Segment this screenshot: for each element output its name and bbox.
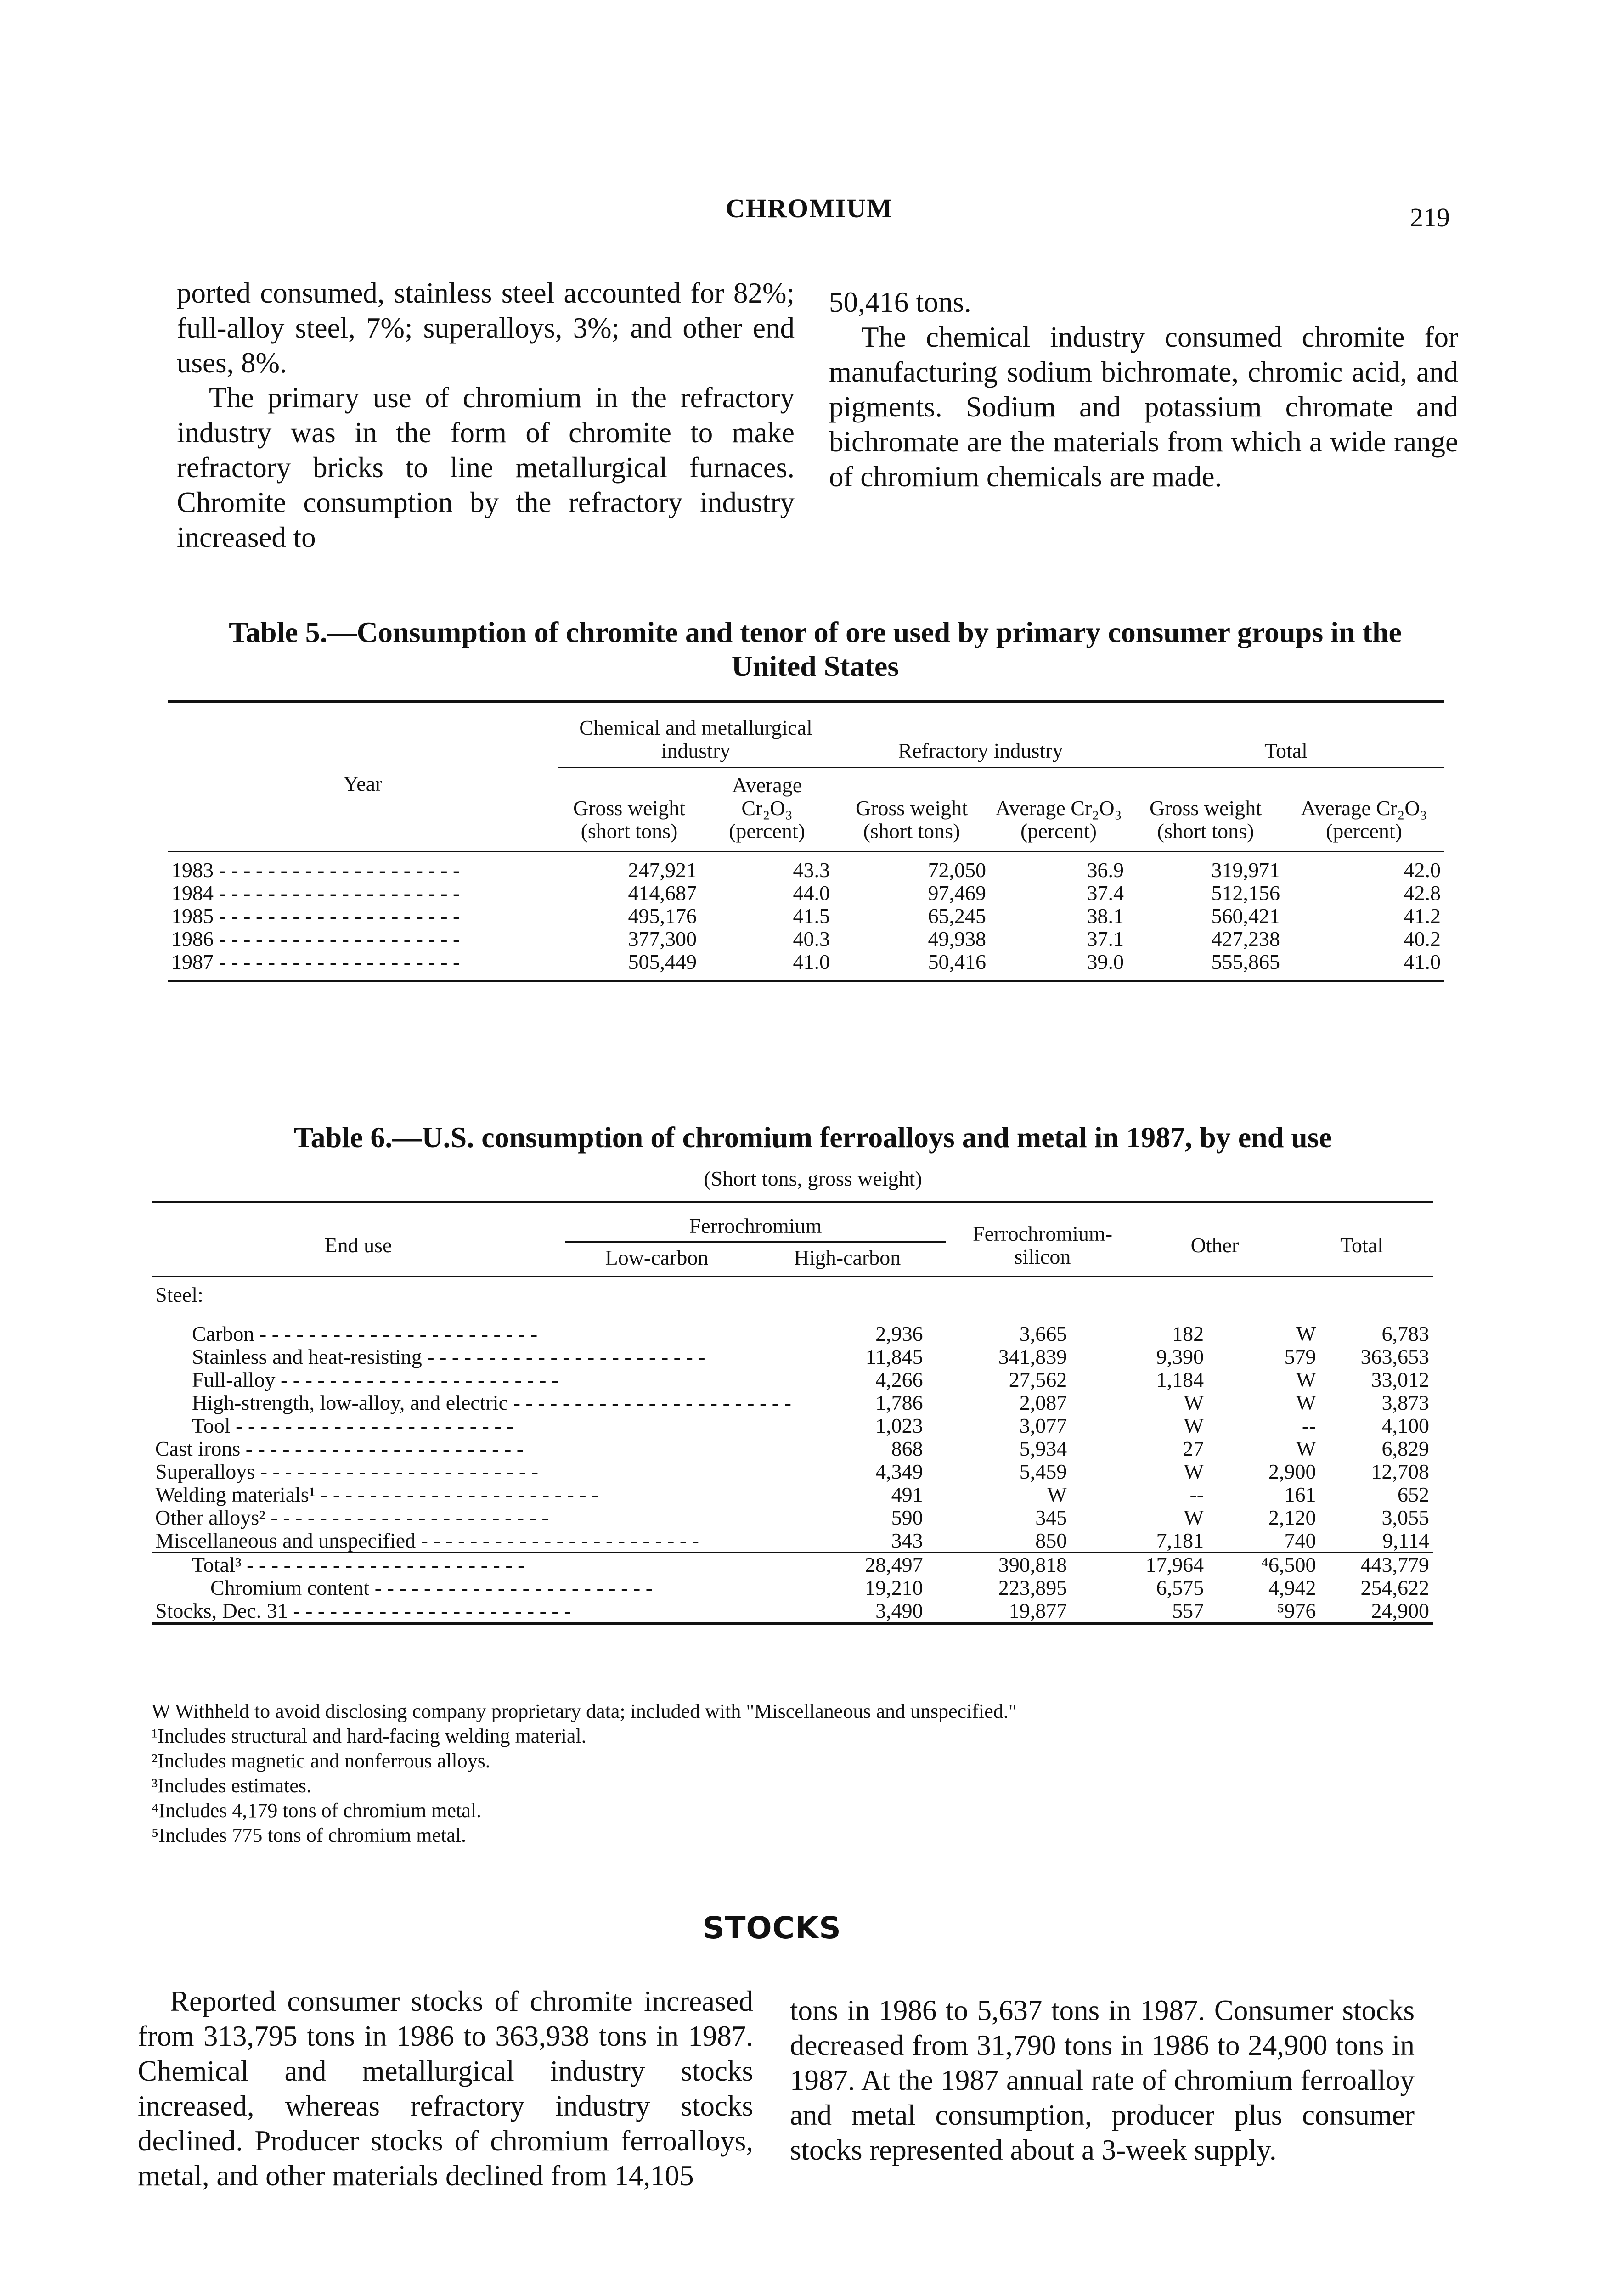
table6-cell: 4,100	[1381, 1414, 1429, 1437]
table6-cell: 3,490	[875, 1599, 923, 1622]
table6-cell: 6,575	[1156, 1576, 1204, 1599]
table-row: Stainless and heat-resisting - - - - - - - - - - - - - - - - - - - - - - - 11,845 341,839 9,390 579 363,653	[152, 1345, 1433, 1368]
table5-cell: 247,921	[628, 858, 697, 882]
table5-cell: 72,050	[928, 858, 986, 882]
table6-cell: ⁴6,500	[1261, 1553, 1316, 1576]
table-row: 1987 - - - - - - - - - - - - - - - - - - - - 505,449 41.0 50,416 39.0 555,865 41.0	[168, 951, 1444, 981]
table-row: Cast irons - - - - - - - - - - - - - - - - - - - - - - - 868 5,934 27 W 6,829	[152, 1437, 1433, 1460]
table6-row-label: Miscellaneous and unspecified	[155, 1529, 416, 1552]
table6-header-high-carbon: High-carbon	[794, 1246, 901, 1269]
table5-cell: 555,865	[1211, 950, 1280, 974]
table5-header-chem-avg: Average Cr₂O₃ (percent)	[729, 773, 805, 843]
table6-cell: 27,562	[1009, 1368, 1067, 1391]
table-row: Chromium content - - - - - - - - - - - - - - - - - - - - - - - 19,210 223,895 6,575 4,942 254,622	[152, 1576, 1433, 1599]
table5-cell: 512,156	[1211, 881, 1280, 905]
table5-header-ref-gross: Gross weight (short tons)	[855, 796, 968, 843]
table5-cell: 38.1	[1087, 904, 1124, 928]
table6-cell: 343	[891, 1529, 923, 1552]
table5-cell: 414,687	[628, 881, 697, 905]
table5-cell: 37.4	[1087, 881, 1124, 905]
table5-cell: 427,238	[1211, 927, 1280, 951]
table6-cell: 182	[1172, 1322, 1204, 1345]
intro-right-paragraph-2: The chemical industry consumed chromite for manufacturing sodium bichromate, chromic acid, and pigments. Sodium and potassium chromate and bichromate are the materials from which a wide range of chromium chemicals are made.	[829, 321, 1458, 493]
table6-row-label: Total³	[192, 1553, 242, 1576]
table6-cell: W	[1184, 1414, 1204, 1437]
table-row: Tool - - - - - - - - - - - - - - - - - - - - - - - 1,023 3,077 W -- 4,100	[152, 1414, 1433, 1437]
table6-cell: 9,390	[1156, 1345, 1204, 1368]
table-row: 1984 - - - - - - - - - - - - - - - - - - - - 414,687 44.0 97,469 37.4 512,156 42.8	[168, 882, 1444, 905]
table6-row-label: Superalloys	[155, 1460, 255, 1483]
table6-cell: 7,181	[1156, 1529, 1204, 1552]
table6-cell: 652	[1398, 1483, 1429, 1506]
table-row: Total³ - - - - - - - - - - - - - - - - - - - - - - - 28,497 390,818 17,964 ⁴6,500 443,779	[152, 1553, 1433, 1577]
table5-cell: 319,971	[1211, 858, 1280, 882]
stocks-right-paragraph: tons in 1986 to 5,637 tons in 1987. Consumer stocks decreased from 31,790 tons in 1986 to 24,900 tons in 1987. At the 1987 annual rate of chromium ferroalloy and metal consumption, producer plus consumer stocks represented about a 3-week supply.	[790, 1994, 1415, 2166]
table5-header-ref-avg: Average Cr₂O₃ (percent)	[995, 796, 1122, 843]
table5-cell: 40.2	[1404, 927, 1441, 951]
table6-cell: 24,900	[1371, 1599, 1429, 1622]
stocks-heading: STOCKS	[703, 1910, 841, 1946]
table5-year: 1986	[171, 928, 214, 951]
table5-group-total: Total	[1127, 716, 1444, 768]
table6-cell: 3,873	[1381, 1391, 1429, 1414]
table6-cell: 27	[1183, 1437, 1204, 1460]
table5-cell: 377,300	[628, 927, 697, 951]
table6-cell: 341,839	[998, 1345, 1067, 1368]
table5-header-chem-gross: Gross weight (short tons)	[573, 796, 686, 843]
table-row: High-strength, low-alloy, and electric - - - - - - - - - - - - - - - - - - - - - - - 1,786 2,087 W W 3,873	[152, 1391, 1433, 1414]
table5-cell: 41.0	[1404, 950, 1441, 974]
table6	[152, 1215, 1433, 1306]
table6-cell: W	[1184, 1506, 1204, 1529]
table5-cell: 41.0	[793, 950, 830, 974]
table6-cell: 5,459	[1019, 1460, 1067, 1483]
footnote-2: ²Includes magnetic and nonferrous alloys.	[152, 1750, 490, 1772]
table6-cell: 17,964	[1145, 1553, 1204, 1576]
table-row: Carbon - - - - - - - - - - - - - - - - - - - - - - - 2,936 3,665 182 W 6,783	[152, 1322, 1433, 1345]
table6-cell: ⁵976	[1277, 1599, 1316, 1622]
table6-cell: 4,942	[1268, 1576, 1316, 1599]
footnote-3: ³Includes estimates.	[152, 1774, 311, 1797]
intro-right-paragraph-1: 50,416 tons.	[829, 286, 971, 318]
table6-cell: 2,120	[1268, 1506, 1316, 1529]
table6-cell: 4,349	[875, 1460, 923, 1483]
table5-top-rule	[168, 700, 1444, 703]
table6-cell: 3,055	[1381, 1506, 1429, 1529]
table6-header-low-carbon: Low-carbon	[605, 1246, 709, 1269]
table6-steel-label: Steel:	[155, 1283, 203, 1306]
table6-row-label: Stainless and heat-resisting	[192, 1345, 422, 1368]
table6-row-label: Chromium content	[210, 1576, 370, 1599]
table5-group-chemical: Chemical and metallurgical industry	[558, 716, 834, 768]
table5-cell: 44.0	[793, 881, 830, 905]
table5-cell: 42.8	[1404, 881, 1441, 905]
intro-left-paragraph-2: The primary use of chromium in the refractory industry was in the form of chromite to make refractory bricks to line metallurgical furnaces. Chromite consumption by the refractory industry increased to	[177, 382, 795, 553]
table5-cell: 505,449	[628, 950, 697, 974]
table-row: Superalloys - - - - - - - - - - - - - - - - - - - - - - - 4,349 5,459 W 2,900 12,708	[152, 1460, 1433, 1483]
table6-cell: 223,895	[998, 1576, 1067, 1599]
table6-cell: 740	[1284, 1529, 1316, 1552]
table6-cell: W	[1296, 1391, 1316, 1414]
table5-year: 1983	[171, 858, 214, 882]
table6-header-total: Total	[1340, 1233, 1383, 1257]
table-row: Miscellaneous and unspecified - - - - - - - - - - - - - - - - - - - - - - - 343 850 7,181 740 9,114	[152, 1529, 1433, 1553]
table6-cell: 590	[891, 1506, 923, 1529]
table6-cell: 12,708	[1371, 1460, 1429, 1483]
intro-left-paragraph-1: ported consumed, stainless steel accounted for 82%; full-alloy steel, 7%; superalloys, 3%; and other end uses, 8%.	[177, 277, 795, 379]
table5-year: 1984	[171, 882, 214, 905]
table6-cell: W	[1047, 1483, 1067, 1506]
table5-header-tot-avg: Average Cr₂O₃ (percent)	[1301, 796, 1427, 843]
table6-row-label: Full-alloy	[192, 1368, 276, 1391]
table6-cell: 579	[1284, 1345, 1316, 1368]
table6-row-label: High-strength, low-alloy, and electric	[192, 1391, 508, 1414]
table6-cell: 19,210	[865, 1576, 923, 1599]
table6-cell: --	[1302, 1414, 1316, 1437]
table5-cell: 50,416	[928, 950, 986, 974]
table6-cell: 161	[1284, 1483, 1316, 1506]
table5-cell: 41.5	[793, 904, 830, 928]
table6-cell: 6,829	[1381, 1437, 1429, 1460]
table6-cell: 33,012	[1371, 1368, 1429, 1391]
table5-cell: 37.1	[1087, 927, 1124, 951]
table5-year-header: Year	[343, 771, 383, 795]
table5-year: 1985	[171, 905, 214, 928]
intro-right-column	[829, 285, 1458, 494]
table-row: 1985 - - - - - - - - - - - - - - - - - - - - 495,176 41.5 65,245 38.1 560,421 41.2	[168, 905, 1444, 928]
table6-cell: 1,023	[875, 1414, 923, 1437]
page-header-title: CHROMIUM	[726, 193, 893, 223]
table5-cell: 42.0	[1404, 858, 1441, 882]
table-row: Welding materials¹ - - - - - - - - - - - - - - - - - - - - - - - 491 W -- 161 652	[152, 1483, 1433, 1506]
table5-header-tot-gross: Gross weight (short tons)	[1149, 796, 1262, 843]
table5-cell: 41.2	[1404, 904, 1441, 928]
table6-cell: --	[1189, 1483, 1204, 1506]
table6-top-rule	[152, 1201, 1433, 1203]
table6-cell: W	[1184, 1460, 1204, 1483]
table5-title: Table 5.—Consumption of chromite and tenor of ore used by primary consumer groups in the United States	[229, 616, 1402, 682]
table6-cell: W	[1296, 1322, 1316, 1345]
table6-header-ferrochromium-silicon: Ferrochromium-silicon	[972, 1221, 1113, 1268]
table6-row-label: Welding materials¹	[155, 1483, 316, 1506]
table6-cell: 1,184	[1156, 1368, 1204, 1391]
table-row: Full-alloy - - - - - - - - - - - - - - - - - - - - - - - 4,266 27,562 1,184 W 33,012	[152, 1368, 1433, 1391]
table6-cell: 2,936	[875, 1322, 923, 1345]
table5-cell: 49,938	[928, 927, 986, 951]
table6-row-label: Other alloys²	[155, 1506, 265, 1529]
table5-cell: 495,176	[628, 904, 697, 928]
table6-title: Table 6.—U.S. consumption of chromium ferroalloys and metal in 1987, by end use	[293, 1121, 1332, 1154]
table6-cell: 491	[891, 1483, 923, 1506]
table-row: 1983 - - - - - - - - - - - - - - - - - - - - 247,921 43.3 72,050 36.9 319,971 42.0	[168, 852, 1444, 882]
footnote-w: W Withheld to avoid disclosing company proprietary data; included with "Miscellaneous and unspecified."	[152, 1700, 1017, 1722]
intro-left-column	[177, 276, 795, 555]
table-row: Stocks, Dec. 31 - - - - - - - - - - - - - - - - - - - - - - - 3,490 19,877 557 ⁵976 24,900	[152, 1599, 1433, 1624]
table5	[168, 716, 1444, 982]
table6-cell: 868	[891, 1437, 923, 1460]
table6-cell: W	[1296, 1368, 1316, 1391]
table5-cell: 40.3	[793, 927, 830, 951]
footnote-4: ⁴Includes 4,179 tons of chromium metal.	[152, 1799, 481, 1822]
table6-cell: 557	[1172, 1599, 1204, 1622]
table5-cell: 65,245	[928, 904, 986, 928]
table6-cell: 19,877	[1009, 1599, 1067, 1622]
table6-subtitle: (Short tons, gross weight)	[704, 1167, 922, 1190]
table6-cell: 3,665	[1019, 1322, 1067, 1345]
page-number: 219	[1410, 203, 1450, 232]
stocks-left-paragraph: Reported consumer stocks of chromite increased from 313,795 tons in 1986 to 363,938 tons in 1987. Chemical and metallurgical industry stocks increased, whereas refractory industry stocks declined. Producer stocks of chromium ferroalloys, metal, and other materials declined from 14,105	[138, 1985, 753, 2192]
table5-cell: 560,421	[1211, 904, 1280, 928]
footnote-1: ¹Includes structural and hard-facing welding material.	[152, 1725, 586, 1747]
table6-cell: 363,653	[1360, 1345, 1429, 1368]
table6-footnotes	[152, 1699, 1438, 1848]
table6-cell: 28,497	[865, 1553, 923, 1576]
table6-header-ferrochromium: Ferrochromium	[565, 1215, 946, 1242]
table5-cell: 43.3	[793, 858, 830, 882]
table6-cell: 2,087	[1019, 1391, 1067, 1414]
table6-cell: 3,077	[1019, 1414, 1067, 1437]
table6-header-end-use: End use	[324, 1233, 392, 1257]
table6-cell: 4,266	[875, 1368, 923, 1391]
table6-cell: 2,900	[1268, 1460, 1316, 1483]
table6-cell: 9,114	[1382, 1529, 1429, 1552]
table5-year: 1987	[171, 951, 214, 974]
table6-row-label: Stocks, Dec. 31	[155, 1599, 288, 1622]
table6-header-other: Other	[1190, 1233, 1239, 1257]
table6-cell: 6,783	[1381, 1322, 1429, 1345]
table6-cell: 443,779	[1360, 1553, 1429, 1576]
table6-cell: W	[1184, 1391, 1204, 1414]
table6-body	[152, 1322, 1433, 1625]
table6-cell: 1,786	[875, 1391, 923, 1414]
table6-cell: 850	[1035, 1529, 1067, 1552]
table5-cell: 39.0	[1087, 950, 1124, 974]
stocks-right-column	[790, 1993, 1415, 2167]
table6-row-label: Carbon	[192, 1322, 254, 1345]
table6-cell: 5,934	[1019, 1437, 1067, 1460]
table-row: 1986 - - - - - - - - - - - - - - - - - - - - 377,300 40.3 49,938 37.1 427,238 40.2	[168, 928, 1444, 951]
table-row: Other alloys² - - - - - - - - - - - - - - - - - - - - - - - 590 345 W 2,120 3,055	[152, 1506, 1433, 1529]
table5-cell: 36.9	[1087, 858, 1124, 882]
table6-cell: W	[1296, 1437, 1316, 1460]
table5-cell: 97,469	[928, 881, 986, 905]
table5-group-refractory: Refractory industry	[834, 716, 1127, 768]
table6-row-label: Cast irons	[155, 1437, 241, 1460]
stocks-left-column	[138, 1984, 753, 2193]
table6-cell: 254,622	[1360, 1576, 1429, 1599]
table6-cell: 11,845	[865, 1345, 923, 1368]
table6-cell: 390,818	[998, 1553, 1067, 1576]
table6-cell: 345	[1035, 1506, 1067, 1529]
footnote-5: ⁵Includes 775 tons of chromium metal.	[152, 1824, 466, 1846]
table6-row-label: Tool	[192, 1414, 231, 1437]
